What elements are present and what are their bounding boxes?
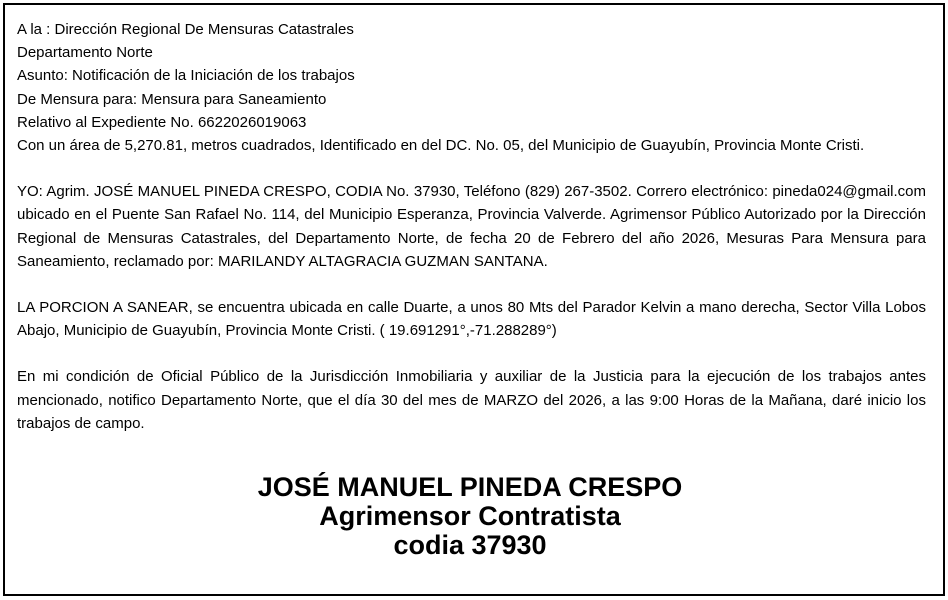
recipient-line: A la : Dirección Regional De Mensuras Catastrales xyxy=(17,21,354,38)
notification-paragraph: En mi condición de Oficial Público de la Jurisdicción Inmobiliaria y auxiliar de la Justicia para la ejecución de los trabajos antes mencionado, notifico Departamento Norte, que el día 30 del mes de MARZO del 2026, a las 9:00 Horas de la Mañana, daré inicio los trabajos de campo. xyxy=(17,368,926,432)
signature-block xyxy=(0,473,940,560)
department-line: Departamento Norte xyxy=(17,44,153,62)
signature-name: JOSÉ MANUEL PINEDA CRESPO xyxy=(257,472,683,502)
survey-type-line: De Mensura para: Mensura para Saneamiento xyxy=(17,90,327,108)
surveyor-paragraph: YO: Agrim. JOSÉ MANUEL PINEDA CRESPO, CODIA No. 37930, Teléfono (829) 267-3502. Correro electrónico: pineda024@gmail.com ubicado en el Puente San Rafael No. 114, del Municipio Esperanza, Provincia Valverde. Agrimensor Público Autorizado por la Dirección Regional de Mensuras Catastrales, del Departamento Norte, de fecha 20 de Febrero del año 2026, Mesuras Para Mensura para Saneamiento, reclamado por: MARILANDY ALTAGRACIA GUZMAN SANTANA. xyxy=(17,183,926,270)
signature-codia: codia 37930 xyxy=(393,530,547,560)
file-number-line: Relativo al Expediente No. 6622026019063 xyxy=(17,113,307,131)
area-paragraph: Con un área de 5,270.81, metros cuadrados, Identificado en del DC. No. 05, del Municipio de Guayubín, Provincia Monte Cristi. xyxy=(17,137,865,155)
spacer xyxy=(17,157,926,180)
location-paragraph: LA PORCION A SANEAR, se encuentra ubicada en calle Duarte, a unos 80 Mts del Parador Kelvin a mano derecha, Sector Villa Lobos Abajo, Municipio de Guayubín, Provincia Monte Cristi. ( 19.691291°,-71.288289°) xyxy=(17,299,926,340)
spacer xyxy=(17,273,926,296)
subject-line: Asunto: Notificación de la Iniciación de los trabajos xyxy=(17,67,355,85)
signature-title: Agrimensor Contratista xyxy=(319,501,621,531)
notice-body xyxy=(17,18,926,435)
spacer xyxy=(17,342,926,365)
